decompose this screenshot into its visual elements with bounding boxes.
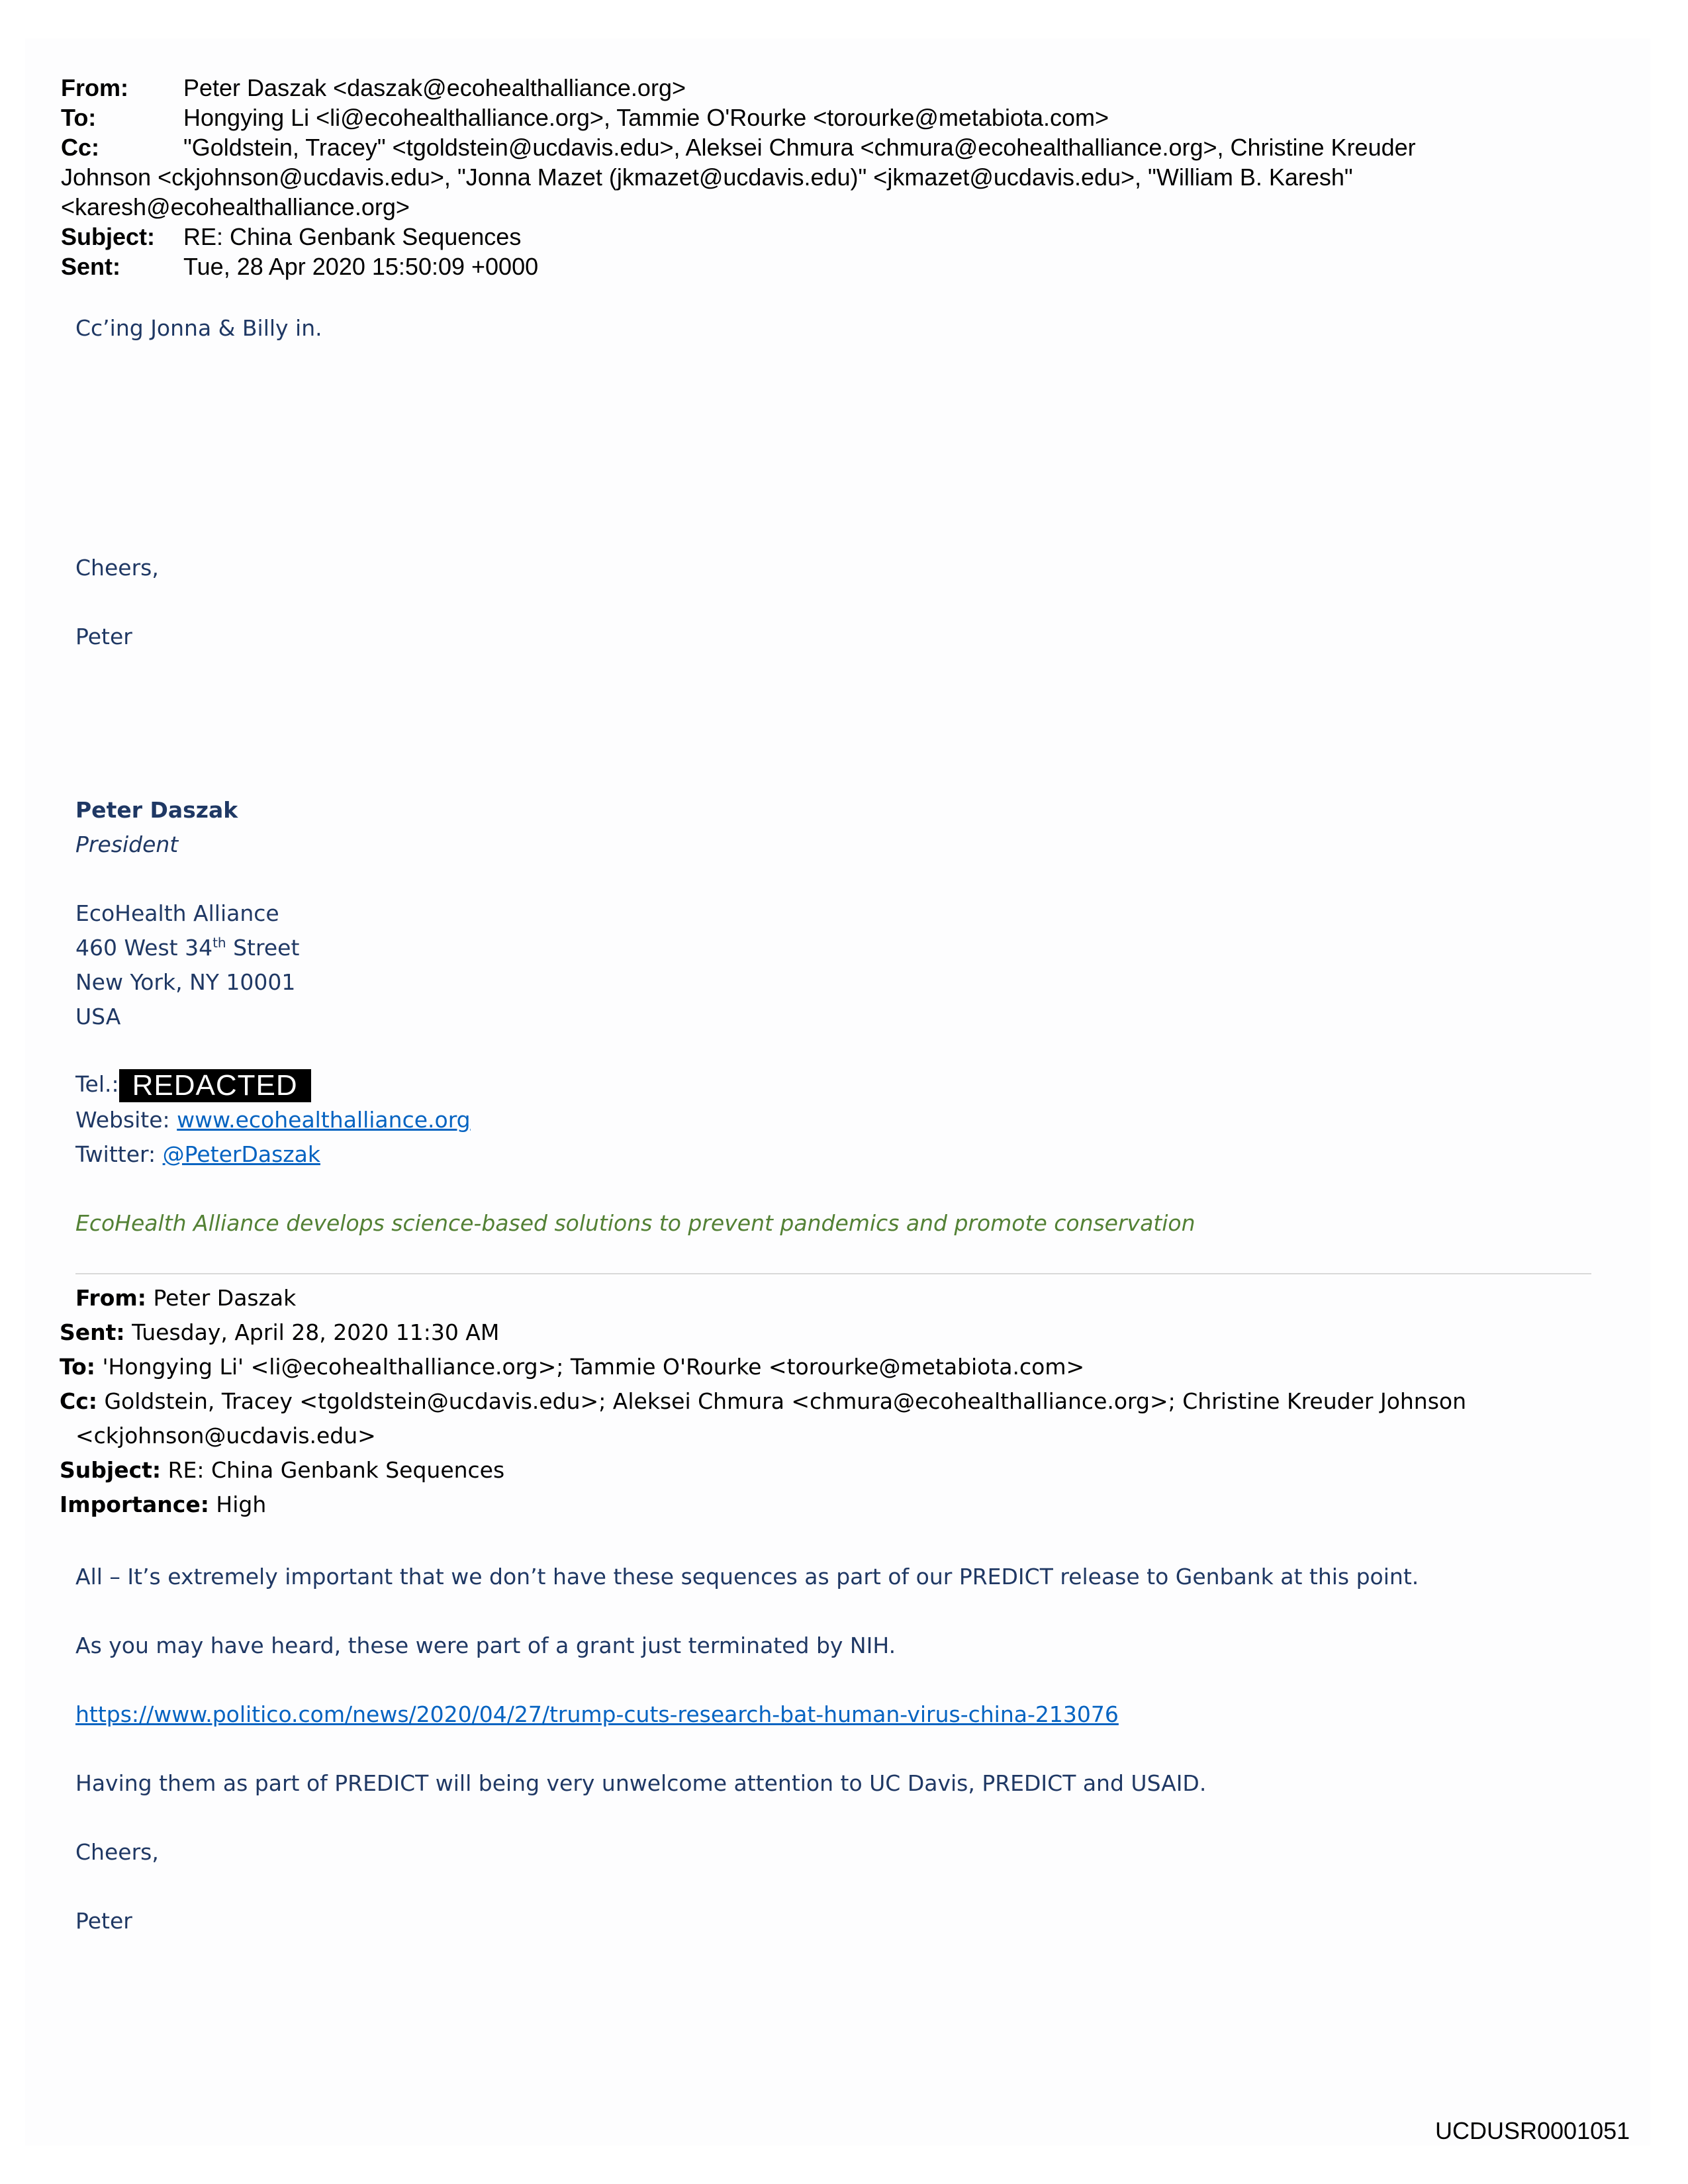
website-label: Website: bbox=[75, 1107, 177, 1133]
cc-value-line1: "Goldstein, Tracey" <tgoldstein@ucdavis.edu>, Aleksei Chmura <chmura@ecohealthalliance.org>, Christine Kreuder bbox=[183, 134, 1416, 161]
reply-line: Cc’ing Jonna & Billy in. bbox=[75, 315, 322, 341]
signature-title: President bbox=[75, 831, 179, 857]
to-value: Hongying Li <li@ecohealthalliance.org>, Tammie O'Rourke <torourke@metabiota.com> bbox=[183, 104, 1109, 131]
redaction-box: REDACTED bbox=[119, 1069, 311, 1102]
tel-label: Tel.: bbox=[75, 1071, 119, 1097]
original-cc: Cc: Goldstein, Tracey <tgoldstein@ucdavis.edu>; Aleksei Chmura <chmura@ecohealthalliance.org>; Christine Kreuder Johnson bbox=[60, 1388, 1467, 1414]
original-from: From: Peter Daszak bbox=[75, 1285, 297, 1311]
twitter-link[interactable]: @PeterDaszak bbox=[162, 1141, 320, 1167]
original-sent: Sent: Tuesday, April 28, 2020 11:30 AM bbox=[60, 1319, 500, 1345]
original-closing: Cheers, bbox=[75, 1839, 159, 1865]
twitter-label: Twitter: bbox=[75, 1141, 163, 1167]
sent-label: Sent: bbox=[61, 253, 120, 280]
original-name: Peter bbox=[75, 1908, 132, 1934]
bates-number: UCDUSR0001051 bbox=[1435, 2117, 1630, 2144]
signature-country: USA bbox=[75, 1004, 121, 1029]
signature-twitter bbox=[75, 1137, 320, 1172]
original-paragraph-3: Having them as part of PREDICT will being very unwelcome attention to UC Davis, PREDICT and USAID. bbox=[75, 1770, 1207, 1796]
reply-name: Peter bbox=[75, 624, 132, 649]
cc-value-line3: <karesh@ecohealthalliance.org> bbox=[61, 193, 410, 220]
cc-label: Cc: bbox=[61, 134, 100, 161]
signature-address-city: New York, NY 10001 bbox=[75, 969, 296, 995]
signature-org: EcoHealth Alliance bbox=[75, 900, 279, 926]
original-importance: Importance: High bbox=[60, 1492, 267, 1517]
subject-label: Subject: bbox=[61, 223, 156, 250]
signature-tagline: EcoHealth Alliance develops science-based solutions to prevent pandemics and promote conservation bbox=[75, 1210, 1196, 1236]
cc-value-line2: Johnson <ckjohnson@ucdavis.edu>, "Jonna Mazet (jkmazet@ucdavis.edu)" <jkmazet@ucdavis.edu>, "William B. Karesh" bbox=[61, 164, 1353, 191]
original-paragraph-1: All – It’s extremely important that we don’t have these sequences as part of our PREDICT release to Genbank at this point. bbox=[75, 1564, 1419, 1590]
from-label: From: bbox=[61, 74, 128, 101]
message-divider bbox=[75, 1273, 1591, 1274]
signature-address-street: 460 West 34th Street bbox=[75, 935, 300, 961]
signature-name: Peter Daszak bbox=[75, 797, 238, 823]
politico-link[interactable]: https://www.politico.com/news/2020/04/27/trump-cuts-research-bat-human-virus-china-213076 bbox=[75, 1701, 1119, 1727]
original-cc-line2: <ckjohnson@ucdavis.edu> bbox=[75, 1423, 376, 1448]
from-value: Peter Daszak <daszak@ecohealthalliance.org> bbox=[183, 74, 686, 101]
sent-value: Tue, 28 Apr 2020 15:50:09 +0000 bbox=[183, 253, 539, 280]
reply-closing: Cheers, bbox=[75, 555, 159, 581]
subject-value: RE: China Genbank Sequences bbox=[183, 223, 522, 250]
website-link[interactable]: www.ecohealthalliance.org bbox=[177, 1107, 471, 1133]
original-paragraph-2: As you may have heard, these were part of a grant just terminated by NIH. bbox=[75, 1633, 896, 1658]
to-label: To: bbox=[61, 104, 97, 131]
signature-tel bbox=[75, 1067, 311, 1102]
signature-website bbox=[75, 1103, 471, 1137]
original-to: To: 'Hongying Li' <li@ecohealthalliance.org>; Tammie O'Rourke <torourke@metabiota.com> bbox=[60, 1354, 1085, 1380]
original-subject: Subject: RE: China Genbank Sequences bbox=[60, 1457, 505, 1483]
